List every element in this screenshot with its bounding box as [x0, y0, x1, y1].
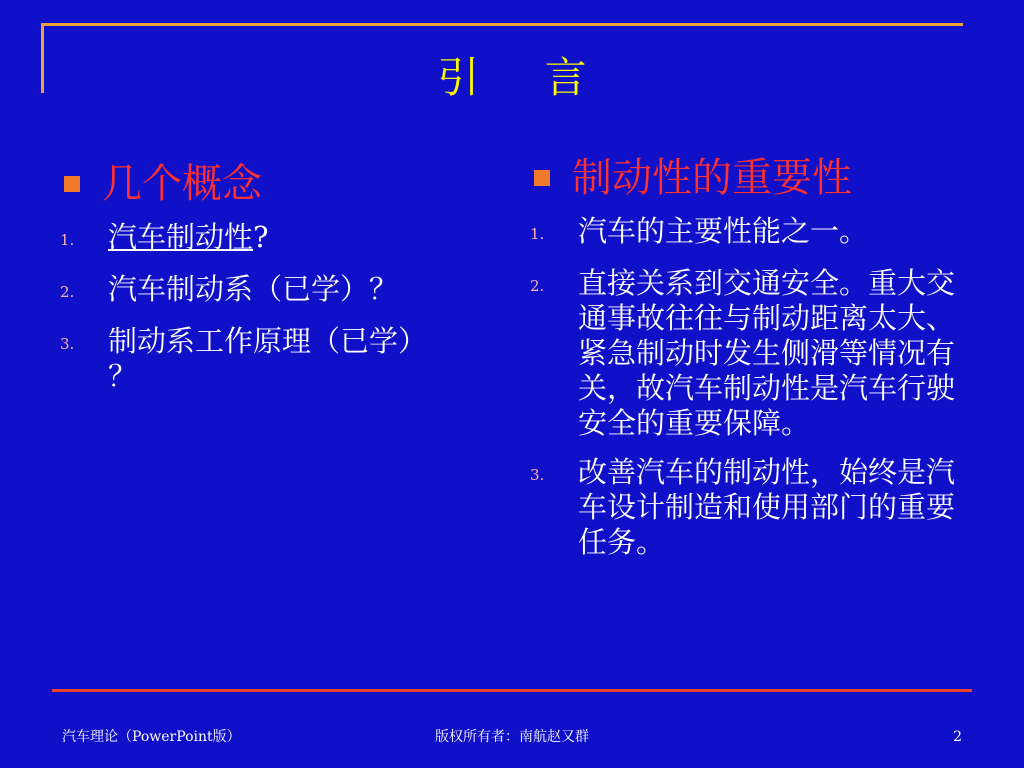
list-item — [530, 266, 970, 441]
list-item-text: 直接关系到交通安全。重大交通事故往往与制动距离太大、紧急制动时发生侧滑等情况有关，故汽车制动性是汽车行驶安全的重要保障。 — [578, 266, 956, 440]
list-number: 1. — [530, 225, 545, 243]
left-column — [60, 156, 450, 408]
list-number: 2. — [60, 283, 75, 301]
list-item-text — [108, 220, 450, 255]
list-item — [60, 272, 450, 310]
left-list — [60, 220, 450, 394]
list-item-text: 改善汽车的制动性，始终是汽车设计制造和使用部门的重要任务。 — [578, 455, 956, 559]
list-number: 3. — [530, 466, 545, 484]
braking-performance-link[interactable]: 汽车制动性 — [108, 220, 254, 254]
slide-title: 引 言 — [437, 53, 613, 102]
right-column — [530, 150, 970, 574]
footer-copyright: 版权所有者：南航赵又群 — [435, 729, 589, 745]
list-item — [530, 455, 970, 560]
footer-page-number: 2 — [953, 729, 962, 745]
list-number: 3. — [60, 335, 75, 353]
list-item — [60, 324, 450, 394]
title-frame-top-rule — [41, 23, 963, 26]
list-item — [530, 214, 970, 252]
left-heading-text: 几个概念 — [102, 161, 262, 207]
question-mark: ? — [253, 220, 269, 254]
square-bullet-icon — [534, 170, 550, 186]
right-heading-text: 制动性的重要性 — [572, 155, 852, 201]
list-item-text: 制动系工作原理（已学） ？ — [108, 324, 428, 393]
list-number: 1. — [60, 231, 75, 249]
list-item — [60, 220, 450, 258]
left-heading — [60, 156, 450, 212]
square-bullet-icon — [64, 176, 80, 192]
list-item-text: 汽车的主要性能之一。 — [578, 214, 869, 248]
list-item-text: 汽车制动系（已学）？ — [108, 272, 399, 306]
right-heading — [530, 150, 970, 206]
footer-course-title: 汽车理论（PowerPoint版） — [62, 729, 241, 745]
list-number: 2. — [530, 277, 545, 295]
right-list — [530, 214, 970, 560]
footer-rule — [52, 689, 972, 692]
